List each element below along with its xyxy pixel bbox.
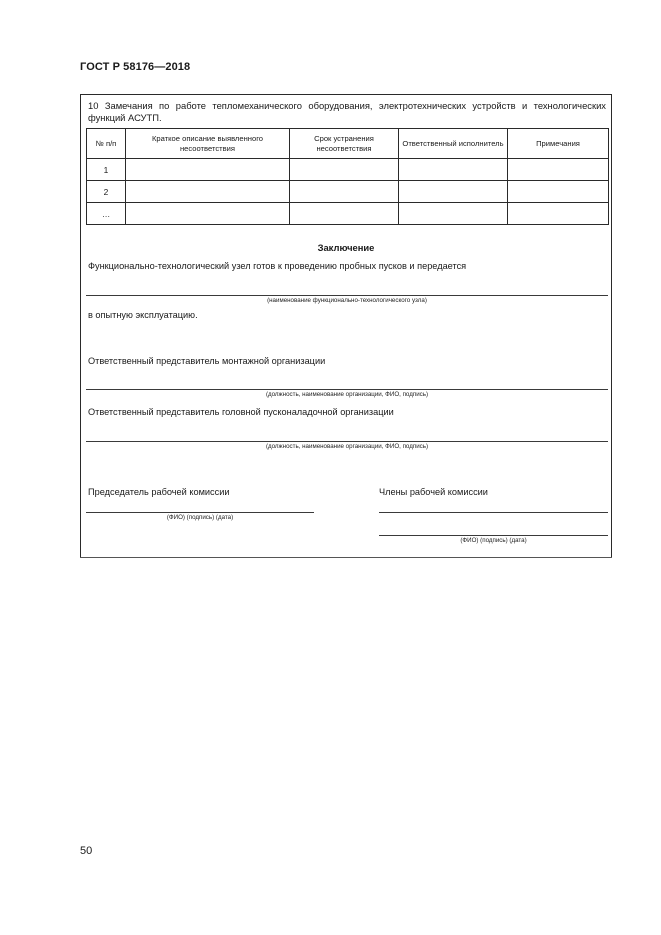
column-header-notes: Примечания	[508, 129, 609, 159]
cell-description	[126, 203, 290, 225]
cell-number: …	[87, 203, 126, 225]
commissioning-signature-line	[86, 441, 608, 442]
cell-number: 2	[87, 181, 126, 203]
member-signature-line-1	[379, 512, 608, 513]
form-frame	[80, 94, 612, 558]
cell-description	[126, 181, 290, 203]
cell-deadline	[290, 181, 399, 203]
cell-notes	[508, 181, 609, 203]
cell-number: 1	[87, 159, 126, 181]
trial-operation-text: в опытную эксплуатацию.	[88, 310, 198, 320]
page-number: 50	[80, 845, 93, 857]
cell-description	[126, 159, 290, 181]
commissioning-representative-label: Ответственный представитель головной пусконаладочной организации	[88, 407, 394, 417]
column-header-number: № п/п	[87, 129, 126, 159]
table-row	[87, 159, 609, 181]
chairman-label: Председатель рабочей комиссии	[88, 487, 230, 497]
table-header-row	[87, 129, 609, 159]
standard-title: ГОСТ Р 58176—2018	[80, 61, 191, 73]
member-signature-line-2	[379, 535, 608, 536]
unit-name-caption: (наименование функционально-технологического узла)	[267, 297, 427, 304]
cell-deadline	[290, 159, 399, 181]
cell-responsible	[399, 203, 508, 225]
commission-members-label: Члены рабочей комиссии	[379, 487, 488, 497]
conclusion-statement: Функционально-технологический узел готов к проведению пробных пусков и передается	[88, 261, 467, 271]
conclusion-heading: Заключение	[317, 242, 375, 253]
chairman-signature-line	[86, 512, 314, 513]
column-header-deadline: Срок устранения несоответствия	[290, 129, 399, 159]
commissioning-signature-caption: (должность, наименование организации, ФИО, подпись)	[265, 443, 429, 450]
installer-representative-label: Ответственный представитель монтажной организации	[88, 356, 326, 366]
cell-notes	[508, 159, 609, 181]
table-row	[87, 181, 609, 203]
column-header-responsible: Ответственный исполнитель	[399, 129, 508, 159]
member-signature-caption: (ФИО) (подпись) (дата)	[460, 537, 527, 544]
installer-signature-caption: (должность, наименование организации, ФИО, подпись)	[265, 391, 429, 398]
installer-signature-line	[86, 389, 608, 390]
unit-name-line	[86, 295, 608, 296]
section-10-intro: 10 Замечания по работе тепломеханического оборудования, электротехнических устройств и технологических функций АСУТП.	[88, 100, 606, 123]
cell-responsible	[399, 159, 508, 181]
cell-notes	[508, 203, 609, 225]
column-header-description: Краткое описание выявленного несоответствия	[126, 129, 290, 159]
chairman-signature-caption: (ФИО) (подпись) (дата)	[166, 514, 234, 521]
cell-deadline	[290, 203, 399, 225]
frame-bottom-shadow	[80, 557, 612, 558]
cell-responsible	[399, 181, 508, 203]
remarks-table	[86, 128, 609, 225]
table-row	[87, 203, 609, 225]
